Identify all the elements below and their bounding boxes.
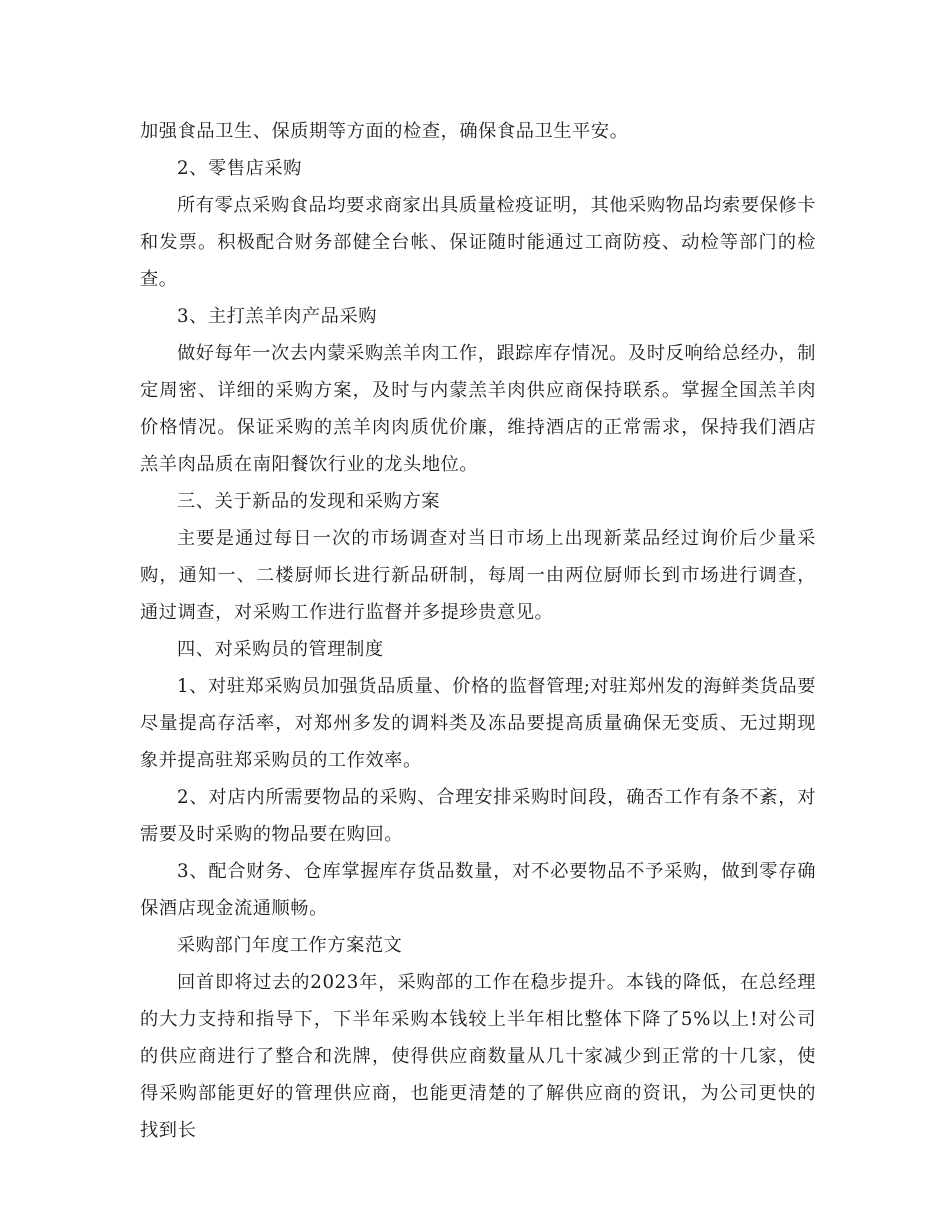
paragraph-lamb-purchasing: 做好每年一次去内蒙采购羔羊肉工作，跟踪库存情况。及时反响给总经办，制定周密、详细的采购方案，及时与内蒙羔羊肉供应商保持联系。掌握全国羔羊肉价格情况。保证采购的羔羊肉肉质优价廉，维持酒店的正常需求，保持我们酒店羔羊肉品质在南阳餐饮行业的龙头地位。	[140, 343, 816, 475]
heading-retail-purchasing: 2、零售店采购	[177, 158, 302, 179]
paragraph-retail-purchasing: 所有零点采购食品均要求商家出具质量检疫证明，其他采购物品均索要保修卡和发票。积极配合财务部健全台帐、保证随时能通过工商防疫、动检等部门的检查。	[140, 195, 816, 290]
paragraph-annual-plan: 回首即将过去的2023年，采购部的工作在稳步提升。本钱的降低，在总经理的大力支持和指导下，下半年采购本钱较上半年相比整体下降了5%以上!对公司的供应商进行了整合和洗牌，使得供应商数量从几十家减少到正常的十几家，使得采购部能更好的管理供应商，也能更清楚的了解供应商的资讯，为公司更快的找到长	[140, 972, 816, 1141]
paragraph-buyer-management-1: 1、对驻郑采购员加强货品质量、价格的监督管理;对驻郑州发的海鲜类货品要尽量提高存活率，对郑州多发的调料类及冻品要提高质量确保无变质、无过期现象并提高驻郑采购员的工作效率。	[140, 676, 816, 771]
document-body	[140, 113, 816, 1149]
paragraph-buyer-management-3: 3、配合财务、仓库掌握库存货品数量，对不必要物品不予采购，做到零存确保酒店现金流通顺畅。	[140, 861, 816, 919]
heading-lamb-purchasing: 3、主打羔羊肉产品采购	[177, 306, 378, 327]
paragraph-buyer-management-2: 2、对店内所需要物品的采购、合理安排采购时间段，确否工作有条不紊，对需要及时采购的物品要在购回。	[140, 787, 816, 845]
heading-buyer-management: 四、对采购员的管理制度	[177, 639, 384, 660]
paragraph-new-products: 主要是通过每日一次的市场调查对当日市场上出现新菜品经过询价后少量采购，通知一、二楼厨师长进行新品研制，每周一由两位厨师长到市场进行调查，通过调查，对采购工作进行监督并多提珍贵意见。	[140, 528, 816, 623]
heading-new-products: 三、关于新品的发现和采购方案	[177, 491, 441, 512]
paragraph-food-hygiene: 加强食品卫生、保质期等方面的检查，确保食品卫生平安。	[140, 121, 629, 142]
heading-annual-plan: 采购部门年度工作方案范文	[177, 935, 403, 956]
